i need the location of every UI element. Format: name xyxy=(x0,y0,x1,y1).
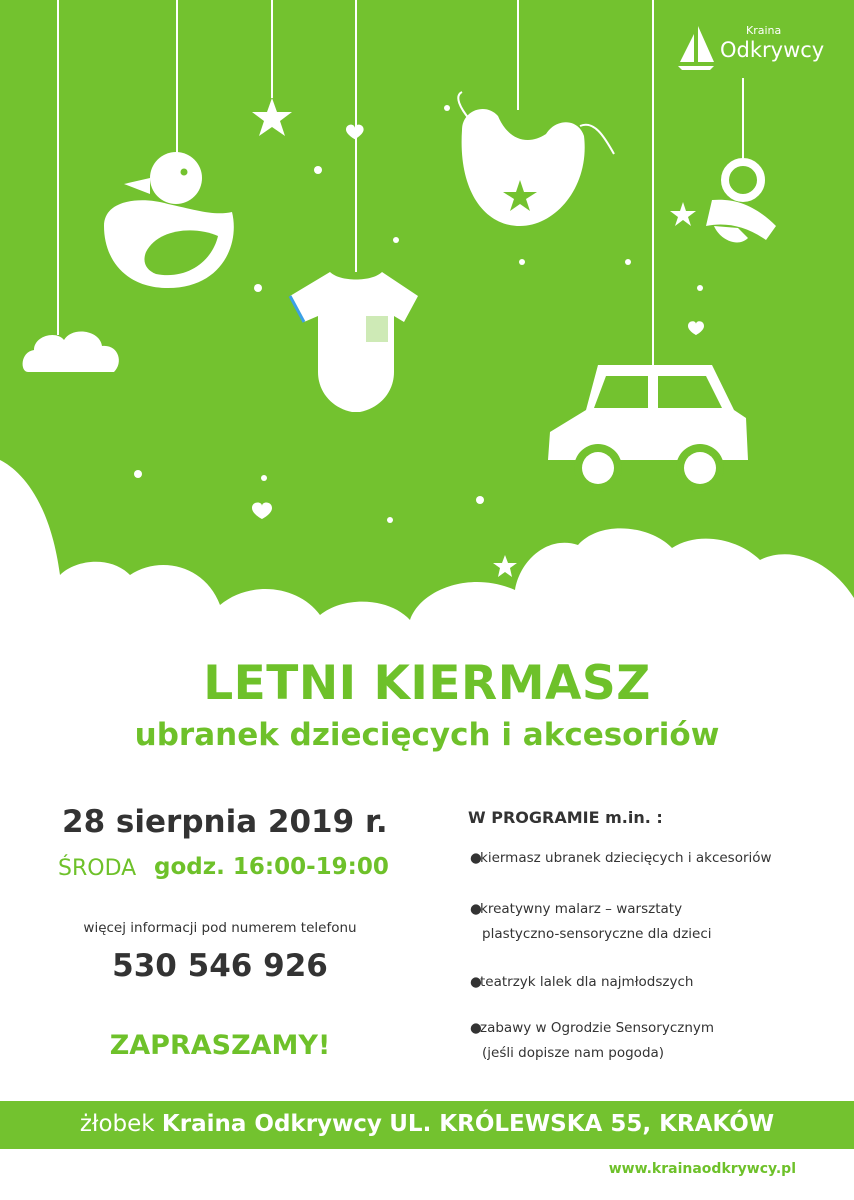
bullet-icon: ● xyxy=(470,974,482,990)
program-item-line: teatrzyk lalek dla najmłodszych xyxy=(480,974,694,990)
invite-text: ZAPRASZAMY! xyxy=(109,1030,331,1061)
bullet-icon: ● xyxy=(470,901,482,917)
logo-small-text: Kraina xyxy=(746,24,782,37)
event-subtitle: ubranek dziecięcych i akcesoriów xyxy=(134,717,720,753)
bullet-icon: ● xyxy=(470,1020,482,1036)
program-item-line: zabawy w Ogrodzie Sensorycznym xyxy=(480,1020,715,1036)
event-title: LETNI KIERMASZ xyxy=(203,656,651,711)
event-time: godz. 16:00-19:00 xyxy=(154,854,389,880)
program-item-line: plastyczno-sensoryczne dla dzieci xyxy=(482,926,712,942)
logo xyxy=(676,22,846,76)
program-item-line: (jeśli dopisze nam pogoda) xyxy=(482,1045,665,1061)
bullet-icon: ● xyxy=(470,850,482,866)
event-day: ŚRODA xyxy=(58,856,137,881)
footer-prefix: żłobek xyxy=(79,1111,155,1137)
program-heading: W PROGRAMIE m.in. : xyxy=(468,808,663,827)
website-link[interactable]: www.krainaodkrywcy.pl xyxy=(608,1161,796,1177)
phone-number: 530 546 926 xyxy=(112,948,328,984)
program-item-line: kiermasz ubranek dziecięcych i akcesoriów xyxy=(480,850,772,866)
logo-name: Odkrywcy xyxy=(720,38,825,62)
footer-address: UL. KRÓLEWSKA 55, KRAKÓW xyxy=(389,1111,775,1137)
footer-bar xyxy=(0,1101,854,1149)
program-item xyxy=(470,1016,714,1066)
program-item xyxy=(470,970,693,995)
sailboat-icon xyxy=(676,22,716,72)
event-date: 28 sierpnia 2019 r. xyxy=(62,804,388,840)
contact-info: więcej informacji pod numerem telefonu xyxy=(83,920,357,936)
program-item xyxy=(470,846,772,871)
footer-name: Kraina Odkrywcy xyxy=(161,1111,382,1137)
footer-address-line xyxy=(0,1111,854,1137)
program-item-line: kreatywny malarz – warsztaty xyxy=(480,901,683,917)
program-item xyxy=(470,897,712,947)
